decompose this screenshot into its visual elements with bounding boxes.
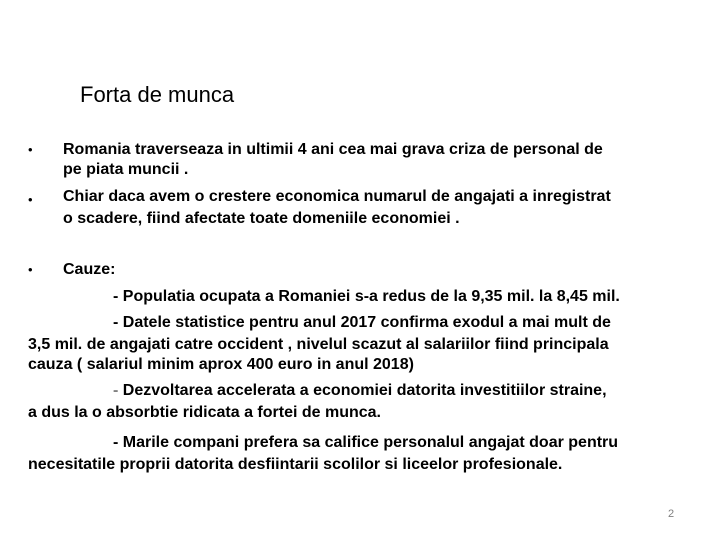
bullet-marker: • [28, 262, 33, 277]
bullet-marker: • [28, 142, 33, 157]
cause-4-line-2: necesitatile proprii datorita desfiintarii scolilor si liceelor profesionale. [28, 456, 563, 473]
cause-2-line-2: 3,5 mil. de angajati catre occident , nivelul scazut al salariilor fiind principala [28, 336, 609, 353]
bullet-2-line-1: Chiar daca avem o crestere economica numarul de angajati a inregistrat [63, 188, 611, 205]
slide-number: 2 [668, 508, 675, 520]
bullet-1-line-1: Romania traverseaza in ultimii 4 ani cea mai grava criza de personal de [63, 141, 603, 158]
cause-1: - Populatia ocupata a Romaniei s-a redus de la 9,35 mil. la 8,45 mil. [113, 288, 620, 305]
cause-2-line-1: - Datele statistice pentru anul 2017 confirma exodul a mai mult de [113, 314, 611, 331]
cause-3-dash: - [113, 382, 119, 399]
cause-4-line-1: - Marile compani prefera sa califice personalul angajat doar pentru [113, 434, 619, 451]
bullet-1-line-2: pe piata muncii . [63, 161, 189, 178]
cause-3-line-2: a dus la o absorbtie ridicata a fortei de munca. [28, 404, 381, 421]
slide-title: Forta de munca [80, 82, 235, 107]
bullet-3-line-1: Cauze: [63, 261, 116, 278]
cause-3-line-1 [113, 381, 607, 401]
cause-2-line-3: cauza ( salariul minim aprox 400 euro in anul 2018) [28, 356, 414, 373]
bullet-marker: • [28, 192, 33, 207]
bullet-2-line-2: o scadere, fiind afectate toate domeniile economiei . [63, 210, 460, 227]
cause-3-text: Dezvoltarea accelerata a economiei datorita investitiilor straine, [118, 382, 607, 399]
